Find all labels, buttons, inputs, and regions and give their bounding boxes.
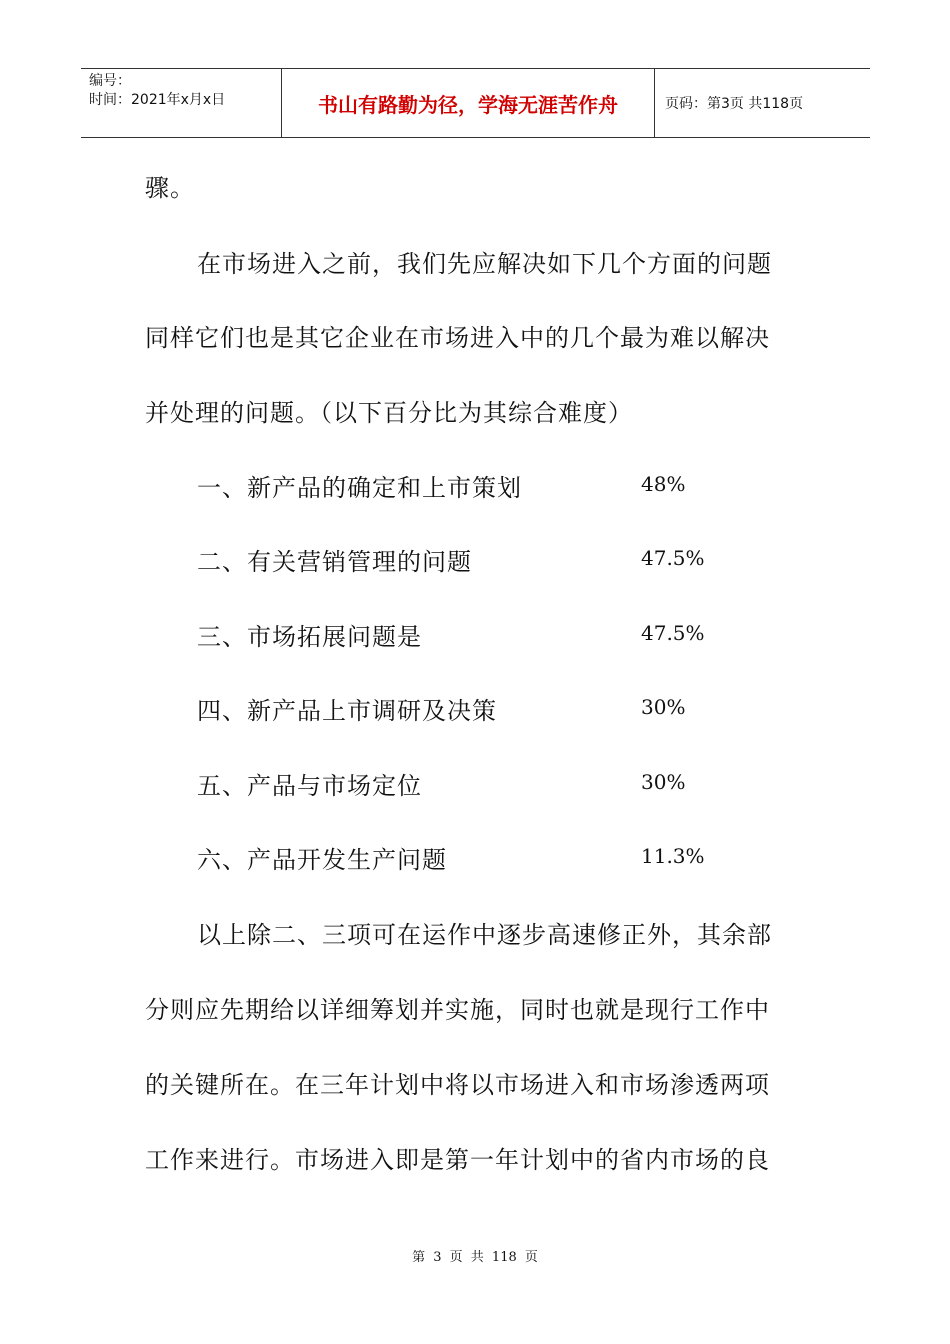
paragraph-line: 同样它们也是其它企业在市场进入中的几个最为难以解决 [145,324,770,352]
list-item-label: 一、新产品的确定和上市策划 [197,474,522,502]
header-motto: 书山有路勤为径，学海无涯苦作舟 [318,92,618,117]
paragraph-line: 工作来进行。市场进入即是第一年计划中的省内市场的良 [145,1146,770,1174]
list-item-value: 47.5% [641,621,705,645]
document-date: 时间：2021年x月x日 [89,92,226,108]
list-item-label: 二、有关营销管理的问题 [197,548,472,576]
list-item-value: 47.5% [641,546,705,570]
paragraph-line: 并处理的问题。（以下百分比为其综合难度） [145,399,633,427]
list-item-value: 48% [641,472,686,496]
header-meta [81,69,281,137]
header-motto-cell [281,69,655,137]
header-page-cell [655,69,870,137]
list-item-label: 六、产品开发生产问题 [197,846,447,874]
paragraph-line: 的关键所在。在三年计划中将以市场进入和市场渗透两项 [145,1071,770,1099]
paragraph-line: 以上除二、三项可在运作中逐步高速修正外，其余部 [197,921,772,949]
list-item-label: 三、市场拓展问题是 [197,623,422,651]
list-item-value: 11.3% [641,844,705,868]
page-footer: 第 3 页 共 118 页 [412,1250,538,1265]
paragraph-continuation: 骤。 [145,174,195,202]
list-item-label: 五、产品与市场定位 [197,772,422,800]
page-header [81,68,870,138]
list-item-value: 30% [641,695,686,719]
header-page-info: 页码：第3页 共118页 [665,96,804,112]
document-number-label: 编号： [89,73,131,89]
list-item-value: 30% [641,770,686,794]
paragraph-line: 分则应先期给以详细筹划并实施，同时也就是现行工作中 [145,996,770,1024]
paragraph-line: 在市场进入之前，我们先应解决如下几个方面的问题 [197,250,772,278]
list-item-label: 四、新产品上市调研及决策 [197,697,497,725]
